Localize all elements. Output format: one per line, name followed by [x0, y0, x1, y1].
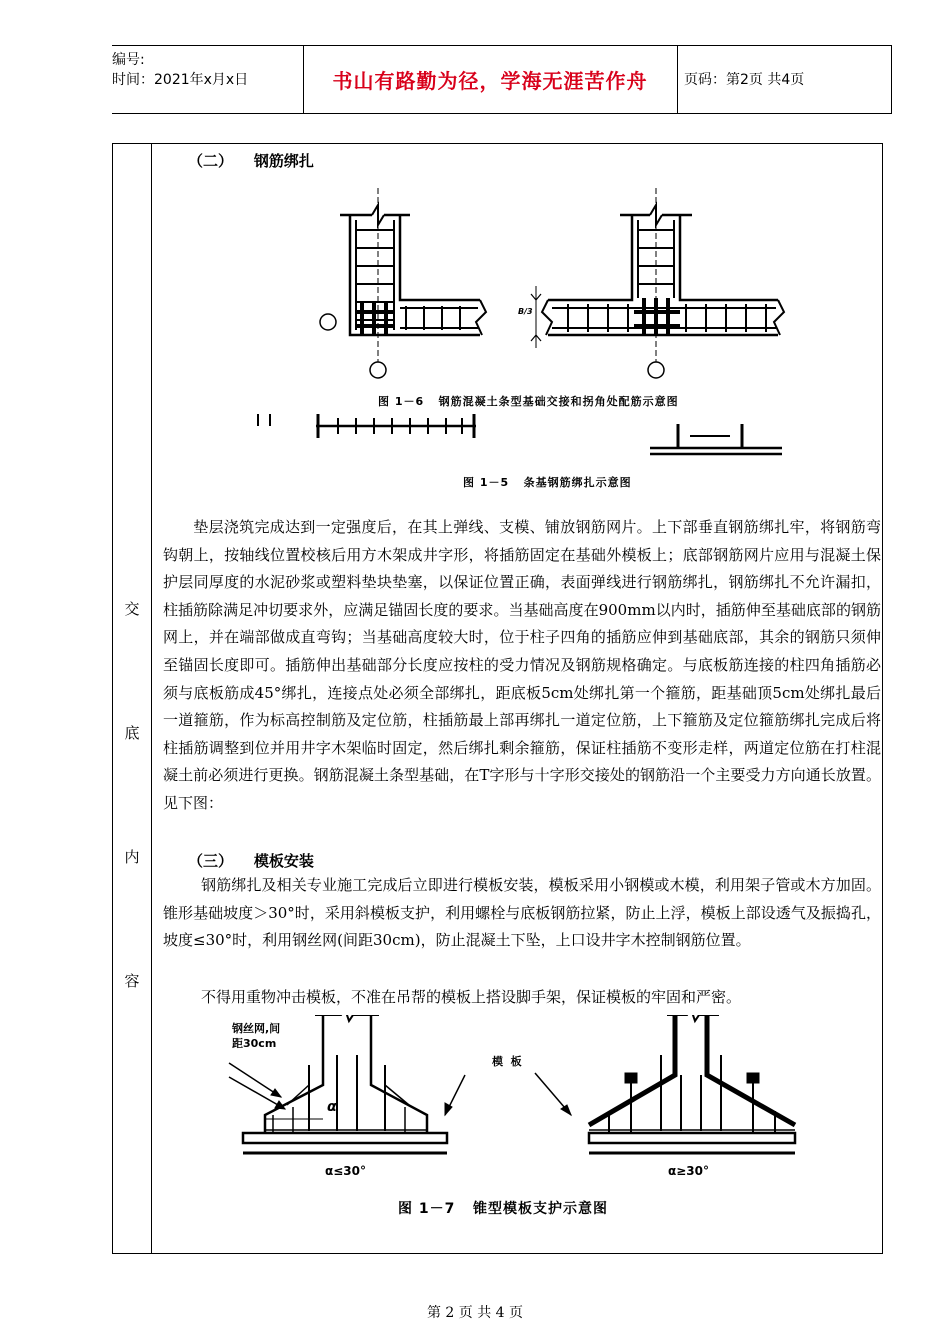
section-3-paragraph-2-text: 不得用重物冲击模板，不准在吊帮的模板上搭设脚手架，保证模板的牢固和严密。	[201, 988, 742, 1006]
section-3-title: （三） 模板安装	[188, 852, 314, 870]
frame-column-divider	[151, 143, 152, 1254]
section-2-title: （二） 钢筋绑扎	[188, 152, 314, 170]
section-3-paragraph-1-text: 钢筋绑扎及相关专业施工完成后立即进行模板安装，模板采用小钢模或木模，利用架子管或木方加固。锥形基础坡度＞30°时，采用斜模板支护，利用螺栓与底板钢筋拉紧，防止上浮，模板上部设透气及振捣孔，坡度≤30°时，利用钢丝网(间距30cm)，防止混凝土下坠，上口设井字木控制钢筋位置。	[163, 876, 881, 950]
figure-1-7-caption: 图 1－7 锥型模板支护示意图	[398, 1201, 608, 1217]
figure-1-5-drawing	[250, 408, 790, 458]
figure-1-7-right-condition: α≥30°	[668, 1164, 709, 1178]
side-label-char-1: 交	[124, 600, 140, 618]
figure-1-7-mesh-label-1: 钢丝网,间	[232, 1022, 281, 1035]
figure-1-7-formwork-label: 模 板	[492, 1055, 522, 1068]
figure-1-6-dim-label: B/3	[518, 307, 533, 316]
side-label-char-4: 容	[124, 972, 140, 990]
figure-1-7-left-condition: α≤30°	[325, 1164, 366, 1178]
figure-1-7-angle-label: α	[327, 1099, 337, 1115]
doc-number-label: 编号:	[112, 52, 145, 68]
figure-1-6-caption: 图 1－6 钢筋混凝土条型基础交接和拐角处配筋示意图	[378, 395, 679, 408]
section-2-paragraph	[163, 514, 881, 818]
header-meta	[112, 46, 302, 112]
section-3-paragraph-1	[163, 872, 881, 955]
header-page-info: 页码：第2页 共4页	[684, 72, 805, 88]
figure-1-6-drawing	[300, 180, 800, 390]
section-2-paragraph-text: 垫层浇筑完成达到一定强度后，在其上弹线、支模、铺放钢筋网片。上下部垂直钢筋绑扎牢，将钢筋弯钩朝上，按轴线位置校核后用方木架成井字形，将插筋固定在基础外模板上；底部钢筋网片应用与混凝土保护层同厚度的水泥砂浆或塑料垫块垫塞，以保证位置正确，表面弹线进行钢筋绑扎，钢筋绑扎不允许漏扣，柱插筋除满足冲切要求外，应满足锚固长度的要求。当基础高度在900mm以内时，插筋伸至基础底部的钢筋网上，并在端部做成直弯钩；当基础高度较大时，位于柱子四角的插筋应伸到基础底部，其余的钢筋只须伸至锚固长度即可。插筋伸出基础部分长度应按柱的受力情况及钢筋规格确定。与底板筋连接的柱四角插筋必须与底板筋成45°绑扎，连接点处必须全部绑扎，距底板5cm处绑扎第一个箍筋，距基础顶5cm处绑扎最后一道箍筋，作为标高控制筋及定位筋，柱插筋最上部再绑扎一道定位筋，上下箍筋及定位箍筋绑扎完成后将柱插筋调整到位并用井字木架临时固定，然后绑扎剩余箍筋，保证柱插筋不变形走样，两道定位筋在打柱混凝土前必须进行更换。钢筋混凝土条型基础，在T字形与十字形交接处的钢筋沿一个主要受力方向通长放置。见下图：	[163, 518, 881, 812]
figure-1-7-mesh-label-2: 距30cm	[232, 1037, 277, 1050]
doc-time-label: 时间：2021年x月x日	[112, 72, 249, 88]
header-bottom-rule	[112, 113, 892, 114]
section-3-paragraph-2	[163, 984, 881, 1012]
page-footer: 第 2 页 共 4 页	[426, 1305, 524, 1321]
side-label-char-2: 底	[124, 724, 140, 742]
figure-1-7-drawing	[225, 1015, 825, 1185]
header-motto: 书山有路勤为径，学海无涯苦作舟	[332, 68, 648, 93]
header-divider-2	[677, 45, 678, 114]
figure-1-5-caption: 图 1－5 条基钢筋绑扎示意图	[463, 476, 632, 489]
side-label-char-3: 内	[124, 848, 140, 866]
